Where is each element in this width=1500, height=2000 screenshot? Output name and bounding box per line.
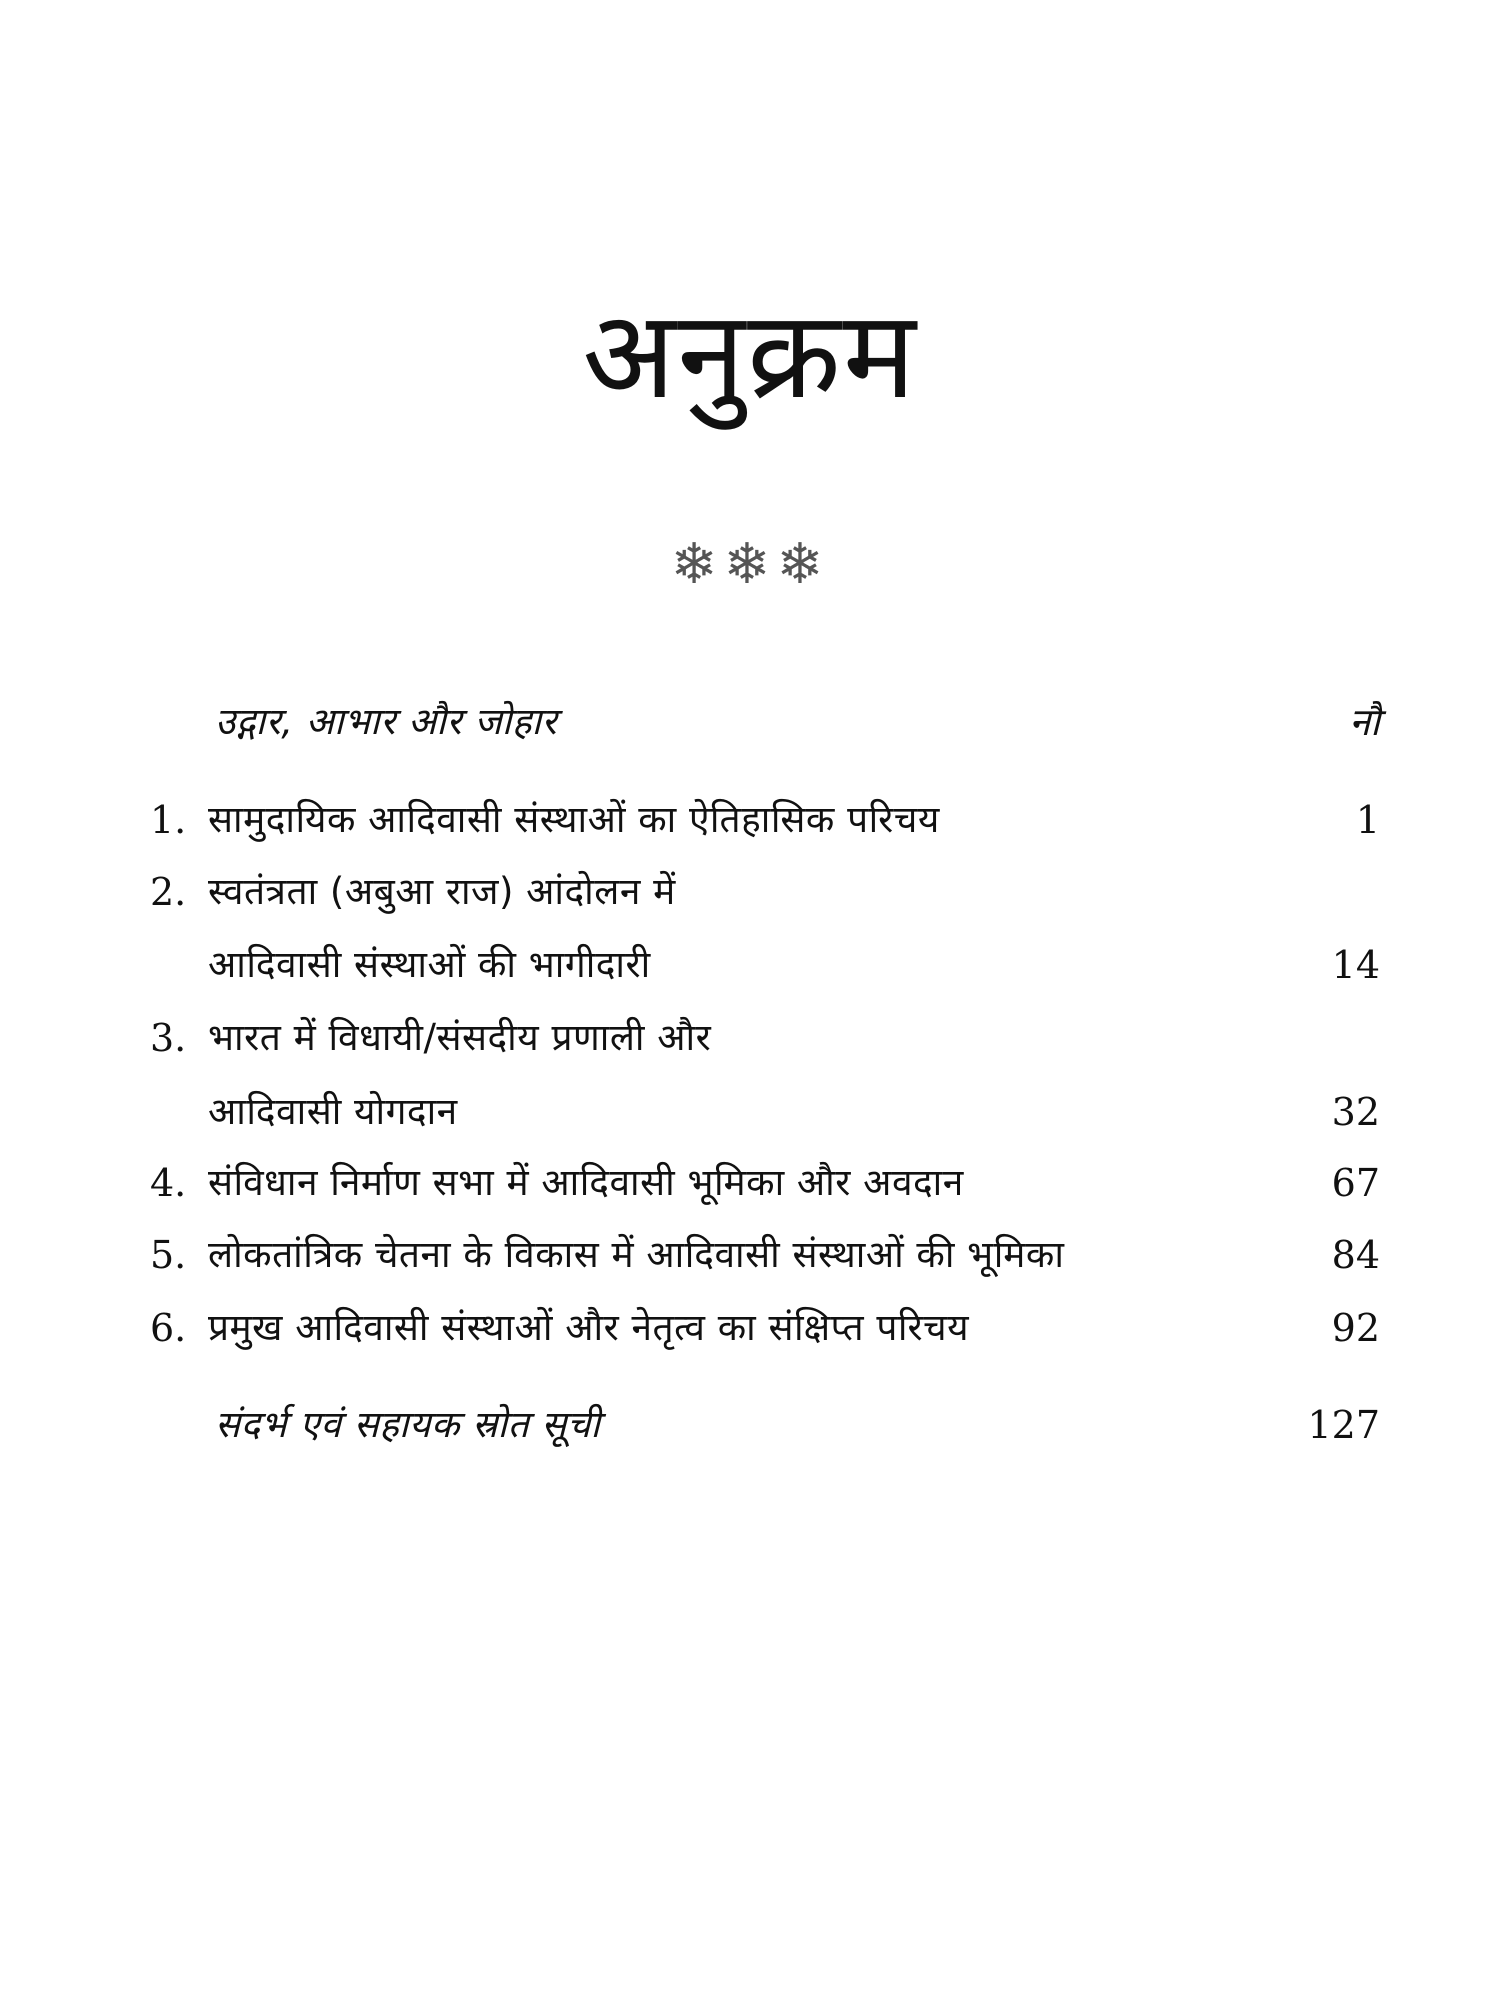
toc-entry-page: 92	[1331, 1306, 1380, 1350]
toc-entry-chapter-6[interactable]	[150, 1298, 1380, 1358]
toc-entry-page: 32	[1331, 1090, 1380, 1134]
toc-entry-title: स्वतंत्रता (अबुआ राज) आंदोलन में	[208, 870, 676, 913]
toc-entry-chapter-1[interactable]	[150, 790, 1380, 850]
toc-entry-number: 3.	[150, 1016, 187, 1060]
toc-entry-chapter-5[interactable]	[150, 1225, 1380, 1285]
toc-entry-chapter-2[interactable]	[150, 862, 1380, 922]
toc-entry-back-matter[interactable]	[150, 1395, 1380, 1455]
toc-entry-page: 67	[1331, 1161, 1380, 1205]
toc-entry-page: 84	[1331, 1233, 1380, 1277]
ornament-divider: ❄❄❄	[670, 532, 830, 597]
toc-entry-number: 5.	[150, 1233, 187, 1277]
toc-entry-number: 4.	[150, 1161, 187, 1205]
toc-entry-title: भारत में विधायी/संसदीय प्रणाली और	[208, 1016, 712, 1059]
toc-entry-title: संविधान निर्माण सभा में आदिवासी भूमिका और अवदान	[208, 1161, 964, 1204]
toc-entry-page: 127	[1307, 1403, 1380, 1447]
toc-entry-title: प्रमुख आदिवासी संस्थाओं और नेतृत्व का संक्षिप्त परिचय	[208, 1306, 970, 1349]
toc-entry-page: नौ	[1349, 700, 1380, 744]
toc-entry-title-continued: आदिवासी संस्थाओं की भागीदारी	[208, 943, 651, 986]
toc-entry-front-matter[interactable]	[150, 692, 1380, 752]
toc-entry-number: 1.	[150, 798, 187, 842]
toc-entry-chapter-3-continued[interactable]	[150, 1082, 1380, 1142]
page-title: अनुक्रम	[582, 284, 918, 426]
toc-entry-title: सामुदायिक आदिवासी संस्थाओं का ऐतिहासिक परिचय	[208, 798, 940, 841]
toc-entry-page: 1	[1355, 798, 1380, 842]
toc-entry-chapter-4[interactable]	[150, 1153, 1380, 1213]
toc-entry-chapter-2-continued[interactable]	[150, 935, 1380, 995]
toc-entry-number: 6.	[150, 1306, 187, 1350]
toc-entry-number: 2.	[150, 870, 187, 914]
toc-entry-title: संदर्भ एवं सहायक स्रोत सूची	[215, 1403, 601, 1446]
table-of-contents	[150, 0, 1380, 2000]
toc-entry-page: 14	[1331, 943, 1380, 987]
toc-entry-chapter-3[interactable]	[150, 1008, 1380, 1068]
toc-entry-title-continued: आदिवासी योगदान	[208, 1090, 458, 1133]
toc-entry-title: उद्गार, आभार और जोहार	[215, 700, 558, 743]
toc-entry-title: लोकतांत्रिक चेतना के विकास में आदिवासी संस्थाओं की भूमिका	[208, 1233, 1065, 1276]
